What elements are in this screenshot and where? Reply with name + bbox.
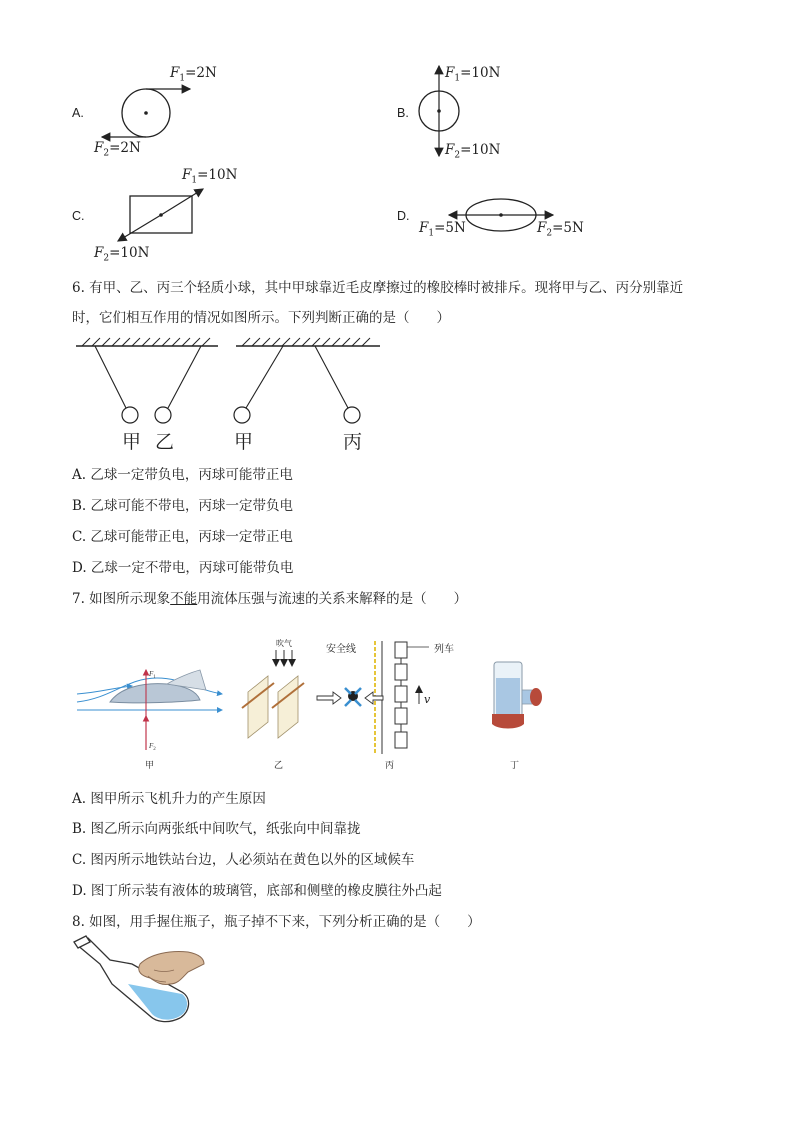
q5-option-d	[385, 190, 615, 250]
q8-bottle-hand-figure	[70, 934, 210, 1026]
q7-option-b: B. 图乙所示向两张纸中间吹气，纸张向中间靠拢	[72, 821, 361, 837]
q5-c-f1-label: $F_1=10N$	[182, 167, 238, 186]
ball-yi	[155, 407, 171, 423]
q5-a-f1-label: $F_1=2N$	[170, 65, 217, 84]
q7-label-ding: 丁	[510, 761, 520, 771]
q5-c-diagram	[60, 165, 280, 265]
q5-d-f2-label: $F_2=5N$	[537, 220, 584, 239]
q5-a-letter: A.	[72, 106, 84, 120]
q5-option-a	[60, 60, 240, 160]
svg-text:F1: $F_1$	[149, 670, 156, 680]
q6-pendulum-figure	[70, 336, 390, 456]
q7-option-d: D. 图丁所示装有液体的玻璃管，底部和侧壁的橡皮膜往外凸起	[72, 883, 442, 899]
q7-figure-ding	[488, 658, 548, 730]
label-jia-1: 甲	[122, 431, 142, 453]
q7-figure-jia	[72, 660, 232, 760]
q5-option-b	[385, 60, 585, 165]
q7-velocity-label: v	[424, 693, 431, 706]
q5-a-f2-label: $F_2=2N$	[94, 140, 141, 159]
q7-option-c: C. 图丙所示地铁站台边，人必须站在黄色以外的区域候车	[72, 852, 415, 868]
label-jia-2: 甲	[234, 431, 254, 453]
jia-f2-label: F	[149, 742, 154, 750]
q7-stem: 7. 如图所示现象不能用流体压强与流速的关系来解释的是（ ）	[72, 591, 468, 607]
ball-jia-1	[122, 407, 138, 423]
q7-option-a: A. 图甲所示飞机升力的产生原因	[72, 791, 266, 807]
f1-arrow	[161, 189, 203, 215]
q7-train-label: 列车	[434, 644, 454, 655]
q7-figure-yi	[240, 636, 310, 742]
svg-text:F2: $F_2$	[149, 742, 156, 752]
q6-stem-line1: 6. 有甲、乙、丙三个轻质小球，其中甲球靠近毛皮摩擦过的橡胶棒时被排斥。现将甲与乙、丙分别靠近	[72, 280, 684, 296]
q7-safety-line-label: 安全线	[326, 644, 356, 655]
jia-f1-label: F	[149, 670, 154, 678]
q7-stem-underlined: 不能	[170, 591, 198, 607]
ball-jia-2	[234, 407, 250, 423]
q7-blow-label: 吹气	[276, 639, 292, 648]
q5-c-f2-label: $F_2=10N$	[94, 245, 150, 264]
q5-d-letter: D.	[397, 209, 410, 223]
q5-d-f1-label: $F_1=5N$	[419, 220, 466, 239]
q6-option-a: A. 乙球一定带负电，丙球可能带正电	[72, 467, 293, 483]
q5-b-letter: B.	[397, 106, 409, 120]
q6-option-c: C. 乙球可能带正电，丙球一定带正电	[72, 529, 293, 545]
label-yi: 乙	[155, 431, 175, 453]
q5-b-f1-label: $F_1=10N$	[445, 65, 501, 84]
q5-c-letter: C.	[72, 209, 85, 223]
f2-arrow	[118, 215, 161, 241]
q7-label-yi: 乙	[274, 761, 284, 771]
q8-stem: 8. 如图，用手握住瓶子，瓶子掉不下来，下列分析正确的是（ ）	[72, 914, 481, 930]
q6-stem-line2: 时，它们相互作用的情况如图所示。下列判断正确的是（ ）	[72, 310, 450, 326]
q6-option-b: B. 乙球可能不带电，丙球一定带负电	[72, 498, 294, 514]
q5-b-f2-label: $F_2=10N$	[445, 142, 501, 161]
q5-option-c	[60, 165, 280, 265]
ball-bing	[344, 407, 360, 423]
q6-option-d: D. 乙球一定不带电，丙球可能带负电	[72, 560, 294, 576]
label-bing: 丙	[343, 431, 363, 453]
q7-label-jia: 甲	[145, 761, 155, 771]
q7-label-bing: 丙	[385, 761, 395, 771]
